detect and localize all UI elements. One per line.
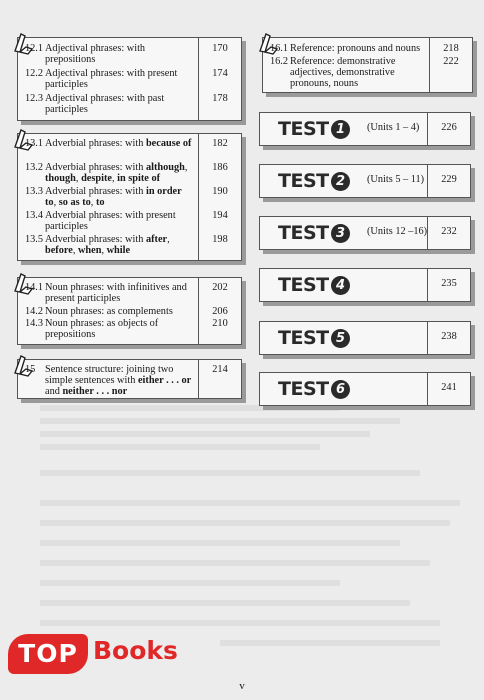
test-page: 232: [441, 226, 457, 237]
entry-page: 194: [212, 210, 228, 221]
entry-page: 214: [212, 364, 228, 375]
entry-number: 13.5: [25, 234, 44, 245]
test-number-badge: 5: [331, 329, 350, 348]
test-4-entry[interactable]: [259, 268, 471, 302]
test-number-badge: 4: [331, 276, 350, 295]
entry-title: Reference: demonstrative adjectives, demonstrative pronouns, nouns: [290, 56, 396, 89]
entry-number: 15: [25, 364, 36, 375]
entry-title: Adverbial phrases: with because of: [45, 138, 192, 149]
entry-page: 202: [212, 282, 228, 293]
entry-title: Adjectival phrases: with prepositions: [45, 43, 146, 65]
entry-page: 182: [212, 138, 228, 149]
entry-title: Adjectival phrases: with past participles: [45, 93, 165, 115]
test-number-badge: 2: [331, 172, 350, 191]
entry-page: 186: [212, 162, 228, 173]
entry-number: 16.2: [270, 56, 289, 67]
toc-group-15: [17, 359, 242, 399]
test-5-entry[interactable]: [259, 321, 471, 355]
entry-title: Adverbial phrases: with in order to, so as to, to: [45, 186, 182, 208]
entry-number: 14.2: [25, 306, 44, 317]
entry-number: 13.2: [25, 162, 44, 173]
entry-title: Adjectival phrases: with present participles: [45, 68, 178, 90]
entry-title: Noun phrases: as complements: [45, 306, 173, 317]
test-label: TEST: [278, 378, 329, 400]
entry-number: 16.1: [270, 43, 289, 54]
logo-top: TOP: [8, 634, 88, 674]
toc-group-14: [17, 277, 242, 345]
test-label: TEST: [278, 274, 329, 296]
entry-title: Adverbial phrases: with after, before, when, while: [45, 234, 170, 256]
entry-title: Noun phrases: with infinitives and present participles: [45, 282, 187, 304]
entry-title: Reference: pronouns and nouns: [290, 43, 421, 54]
test-3-entry[interactable]: [259, 216, 471, 250]
entry-title: Adverbial phrases: with present participles: [45, 210, 176, 232]
entry-page: 218: [443, 43, 459, 54]
toc-group-12: [17, 37, 242, 121]
entry-title: Adverbial phrases: with although, though, despite, in spite of: [45, 162, 188, 184]
entry-number: 13.4: [25, 210, 44, 221]
entry-title: Sentence structure: joining two simple sentences with either . . . or and neither . . . nor: [45, 364, 192, 397]
test-number-badge: 3: [331, 224, 350, 243]
test-label: TEST: [278, 327, 329, 349]
test-number-badge: 6: [331, 380, 350, 399]
test-page: 229: [441, 174, 457, 185]
logo-books: Books: [93, 636, 178, 665]
test-number-badge: 1: [331, 120, 350, 139]
entry-page: 210: [212, 318, 228, 329]
entry-number: 13.3: [25, 186, 44, 197]
entry-page: 190: [212, 186, 228, 197]
entry-title: Noun phrases: as objects of prepositions: [45, 318, 159, 340]
test-page: 241: [441, 382, 457, 393]
entry-number: 14.1: [25, 282, 44, 293]
entry-page: 174: [212, 68, 228, 79]
entry-number: 14.3: [25, 318, 44, 329]
entry-page: 170: [212, 43, 228, 54]
test-6-entry[interactable]: [259, 372, 471, 406]
test-2-entry[interactable]: [259, 164, 471, 198]
toc-group-16: [262, 37, 473, 93]
topbooks-logo: [8, 630, 198, 680]
test-label: TEST: [278, 222, 329, 244]
test-units: (Units 1 – 4): [367, 122, 420, 133]
entry-number: 13.1: [25, 138, 44, 149]
page-number: v: [239, 680, 245, 692]
toc-group-13: [17, 133, 242, 261]
test-page: 226: [441, 122, 457, 133]
entry-number: 12.3: [25, 93, 44, 104]
test-label: TEST: [278, 118, 329, 140]
entry-page: 178: [212, 93, 228, 104]
test-units: (Units 12 –16): [367, 226, 428, 237]
entry-number: 12.1: [25, 43, 44, 54]
test-1-entry[interactable]: [259, 112, 471, 146]
entry-page: 198: [212, 234, 228, 245]
test-page: 238: [441, 331, 457, 342]
entry-page: 222: [443, 56, 459, 67]
test-page: 235: [441, 278, 457, 289]
entry-number: 12.2: [25, 68, 44, 79]
entry-page: 206: [212, 306, 228, 317]
test-units: (Units 5 – 11): [367, 174, 425, 185]
test-label: TEST: [278, 170, 329, 192]
